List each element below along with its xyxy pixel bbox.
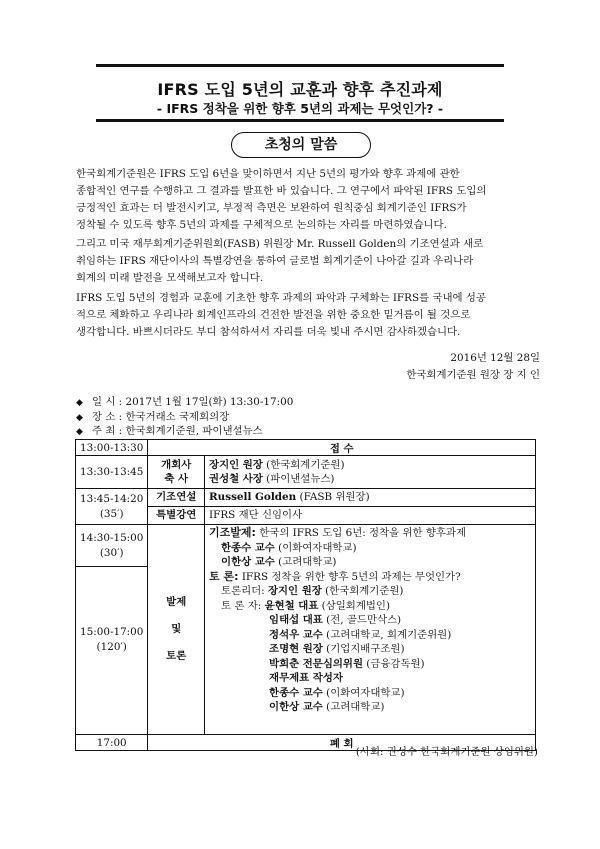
time-range: 14:30-15:00 [80,532,144,544]
info-place-value: 한국거래소 국제회의장 [125,411,230,423]
table-row [76,525,536,735]
speaker-name: 권성철 사장 [209,473,263,485]
time-cell [76,525,148,735]
duration: (35′) [99,507,124,520]
program-detail-cell [205,489,536,525]
schedule-table [75,439,536,751]
speaker-name: 장지인 원장 [209,458,263,471]
panelist-name: 정석우 교수 [269,628,323,641]
presenter-name: 한종수 교수 [221,541,275,554]
time-cell: 13:30-13:45 [76,456,148,489]
program-label-cell [148,489,205,525]
table-row [76,489,536,525]
document-title: IFRS 도입 5년의 교훈과 향후 추진과제 [157,80,443,99]
info-host-label: 주 최 : [92,425,123,437]
panel-label: 토 론 자: [221,599,265,612]
event-cell: 접 수 [148,440,536,456]
time-cell [76,489,148,525]
diamond-bullet-icon: ◆ [76,398,83,408]
signature-date: 2016년 12월 28일 [450,352,540,364]
panelist-name: 재무제표 작성자 [269,672,343,684]
event-cell: 폐 회 [148,735,536,751]
paragraph-line: 정착될 수 있도록 향후 5년의 과제를 구체적으로 논의하는 자리를 마련하였습니다. [76,219,447,231]
panelist-org: (기업지배구조원) [322,643,405,655]
paragraph-line: 그리고 미국 재무회계기준위원회(FASB) 위원장 Mr. Russell Golden의 기조연설과 새로 [76,238,484,250]
info-host [76,424,263,440]
speaker-org: (파이낸셜뉴스) [262,473,335,485]
paragraph-line: IFRS 도입 5년의 경험과 교훈에 기초한 향후 과제의 파악과 구체화는 IFRS를 국내에 성공 [76,292,486,304]
panelist-org: (고려대학교) [322,701,385,713]
title-box [96,64,504,122]
duration: (30′) [99,546,124,559]
paragraph-line: 회계의 미래 발전을 모색해보고자 합니다. [76,272,264,284]
paragraph-line: 한국회계기준원은 IFRS 도입 6년을 맞이하면서 지난 5년의 평가와 향후 과제에 관한 [76,168,460,180]
program-label: 토론 [166,650,187,662]
time-range: 13:45-14:20 [80,493,144,505]
paragraph-line: 적으로 체화하고 우리나라 회계인프라의 건전한 발전을 위한 중요한 밑거름이 될 것으로 [76,309,471,321]
panelist-name: 한종수 교수 [269,686,323,699]
paragraph-line: 긍정적인 효과는 더 발전시키고, 부정적 측면은 보완하여 원칙중심 회계기준인 IFRS가 [76,202,467,214]
leader-label: 토론리더: [221,585,268,597]
speaker-name: Russell Golden [209,491,297,503]
time-cell: 13:00-13:30 [76,440,148,456]
document-subtitle: - IFRS 정착을 위한 향후 5년의 과제는 무엇인가? - [156,101,444,116]
panelist-name: 박희춘 전문심의위원 [269,657,363,670]
diamond-bullet-icon: ◆ [76,413,83,423]
program-label: 특별강연 [156,509,197,521]
program-label-cell [148,456,205,489]
panelist-org: (전, 골드만삭스) [322,614,402,626]
paragraph-line: 취임하는 IFRS 재단이사의 특별강연을 통하여 글로벌 회계기준이 나아갈 길과 우리나라 [76,255,474,267]
info-date-value: 2017년 1월 17일(화) 13:30-17:00 [125,396,294,408]
table-row [76,440,536,456]
paragraph-line: 생각합니다. 바쁘시더라도 부디 참석하셔서 자리를 더욱 빛내 주시면 감사하겠습니다. [76,326,461,338]
program-label: 기조연설 [148,489,204,507]
program-label: 및 [171,623,182,635]
panelist-org: (이화여자대학교) [322,686,405,699]
panelist-org: (고려대학교, 회계기준위원) [322,628,452,641]
program-detail-cell [205,456,536,489]
diamond-bullet-icon: ◆ [76,427,83,437]
presenter-org: (고려대학교) [274,556,337,568]
presenter-org: (이화여자대학교) [274,541,357,554]
table-row [76,456,536,489]
panelist-name: 이한상 교수 [269,701,323,713]
program-label-cell [148,525,205,735]
moderator-note: (사회: 권성수 한국회계기준원 상임위원) [355,746,538,758]
paragraph-keynote [76,236,536,287]
speaker-org: (한국회계기준원) [262,458,345,471]
info-date-label: 일 시 : [92,396,123,408]
leader-org: (한국회계기준원) [321,585,404,597]
debate-label: 토 론: [209,569,239,583]
program-label: 개회사 [161,458,192,471]
duration: (120′) [96,640,127,653]
panelist-name: 임태섭 대표 [269,614,323,626]
signature-name: 한국회계기준원 원장 장 지 인 [406,369,540,381]
program-label: 축 사 [164,473,189,485]
presenter-name: 이한상 교수 [221,556,275,568]
panelist-org: (삼일회계법인) [318,599,391,612]
panelist-name: 조명현 원장 [269,643,323,655]
time-range: 15:00-17:00 [80,626,144,638]
debate-title: IFRS 정착을 위한 향후 5년의 과제는 무엇인가? [238,570,461,583]
program-detail-cell [205,525,536,735]
info-host-value: 한국회계기준원, 파이낸셜뉴스 [125,425,263,437]
leader-name: 장지인 원장 [267,585,322,597]
program-label: 발제 [166,596,187,608]
info-date [76,395,293,411]
panelist-org: (금융감독원) [362,657,425,670]
paragraph-line: 종합적인 연구를 수행하고 그 결과를 발표한 바 있습니다. 그 연구에서 파악된 IFRS 도입의 [76,185,487,197]
paragraph-closing [76,290,536,341]
time-cell: 17:00 [76,735,148,751]
info-place-label: 장 소 : [92,411,123,423]
keynote-label: 기조발제: [209,526,256,539]
speaker-org: (FASB 위원장) [296,491,370,503]
panelist-name: 윤현철 대표 [264,599,319,612]
speaker-role: IFRS 재단 신임이사 [209,509,303,521]
paragraph-intro [76,166,536,234]
invitation-heading: 초청의 말씀 [231,132,371,158]
keynote-title: 한국의 IFRS 도입 6년: 정착을 위한 향후과제 [255,527,466,539]
